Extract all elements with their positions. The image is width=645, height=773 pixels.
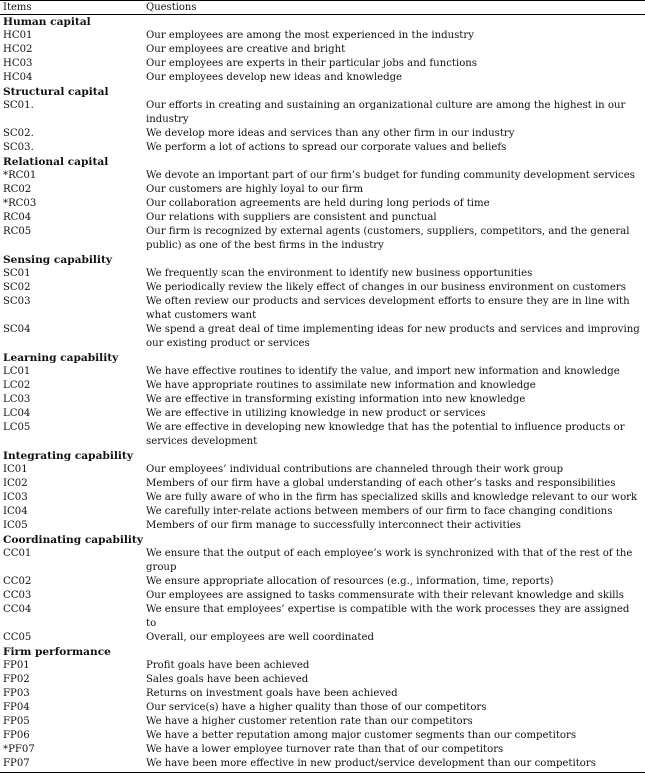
item-code: FP07 [0,757,143,773]
item-question: We have appropriate routines to assimilate new information and knowledge [146,380,536,391]
item-question: Our employees are creative and bright [146,44,346,55]
item-question: We periodically review the likely effect of changes in our business environment on customers [146,282,626,293]
item-code: CC04 [3,604,32,615]
table-row [0,757,645,773]
item-code: SC02. [3,128,34,139]
item-question: We ensure that the output of each employee’s work is synchronized with that of the rest of the group [146,548,633,573]
item-question: Our firm is recognized by external agents (customers, suppliers, competitors, and the general public) as one of the best firms in the industry [146,226,630,251]
item-code: SC03 [3,296,31,307]
table-row [0,463,645,477]
table-row [0,505,645,519]
table-row [0,365,645,379]
item-question: We devote an important part of our firm’s budget for funding community development services [146,170,635,181]
item-question: Our employees are assigned to tasks commensurate with their relevant knowledge and skills [146,590,624,601]
item-code: IC02 [3,478,28,489]
item-question: We develop more ideas and services than any other firm in our industry [146,128,515,139]
item-code: CC02 [3,576,32,587]
item-question: Members of our firm have a global understanding of each other’s tasks and responsibilities [146,478,616,489]
item-question: We are effective in utilizing knowledge in new product or services [146,408,486,419]
section-row [0,351,645,365]
item-question: Overall, our employees are well coordinated [146,632,374,643]
item-code: RC04 [3,212,32,223]
section-row [0,253,645,267]
item-code: IC03 [3,492,28,503]
table-row [0,267,645,281]
table-row [0,43,645,57]
items-column-header: Items [0,1,143,15]
item-code: *PF07 [3,744,35,755]
item-question: We have a lower employee turnover rate than that of our competitors [146,744,504,755]
item-question: We perform a lot of actions to spread our corporate values and beliefs [146,142,507,153]
table-row [0,127,645,141]
table-row [0,477,645,491]
table-row [0,547,645,575]
item-code: LC05 [3,422,31,433]
table-row [0,197,645,211]
item-code: FP01 [3,660,30,671]
section-title: Human capital [3,16,91,28]
table-row [0,57,645,71]
item-question: Our employees develop new ideas and knowledge [146,72,403,83]
item-question: Our customers are highly loyal to our firm [146,184,364,195]
item-code: SC01. [3,100,34,111]
item-question: We have been more effective in new product/service development than our competitors [143,757,645,773]
item-question: Our employees are among the most experienced in the industry [146,30,474,41]
item-code: HC02 [3,44,33,55]
section-title: Sensing capability [3,254,112,266]
item-code: SC02 [3,282,31,293]
item-question: We ensure that employees’ expertise is compatible with the work processes they are assigned to [146,604,630,629]
item-question: Our employees are experts in their particular jobs and functions [146,58,478,69]
item-question: We ensure appropriate allocation of resources (e.g., information, time, reports) [146,576,554,587]
item-code: RC05 [3,226,32,237]
item-question: We carefully inter-relate actions between members of our firm to face changing conditions [146,506,613,517]
item-code: FP06 [3,730,30,741]
section-row [0,449,645,463]
section-row [0,155,645,169]
item-question: We often review our products and services development efforts to ensure they are in line with what customers want [146,296,630,321]
table-body [0,15,645,773]
item-code: *RC01 [3,170,37,181]
item-code: CC03 [3,590,32,601]
table-row [0,589,645,603]
item-code: FP04 [3,702,30,713]
table-row [0,673,645,687]
table-row [0,715,645,729]
item-code: *RC03 [3,198,37,209]
table-row [0,169,645,183]
section-row [0,85,645,99]
table-row [0,183,645,197]
item-code: RC02 [3,184,32,195]
table-row [0,519,645,533]
item-question: Our relations with suppliers are consistent and punctual [146,212,437,223]
table-row [0,141,645,155]
table-row [0,729,645,743]
section-row [0,533,645,547]
table-row [0,29,645,43]
item-question: We spend a great deal of time implementing ideas for new products and services and improving our existing product or services [146,324,640,349]
item-code: HC01 [3,30,33,41]
section-row [0,645,645,659]
table-row [0,743,645,757]
table-row [0,701,645,715]
item-code: IC04 [3,506,28,517]
item-code: FP05 [3,716,30,727]
section-row [0,15,645,30]
table-row [0,71,645,85]
section-title: Learning capability [3,352,119,364]
item-question: Members of our firm manage to successfully interconnect their activities [146,520,521,531]
section-title: Relational capital [3,156,109,168]
item-code: IC01 [3,464,28,475]
item-question: We have effective routines to identify the value, and import new information and knowledge [146,366,620,377]
table-row [0,491,645,505]
item-question: We have a higher customer retention rate than our competitors [146,716,473,727]
table-row [0,323,645,351]
item-question: We are effective in transforming existing information into new knowledge [146,394,526,405]
table-row [0,393,645,407]
table-row [0,659,645,673]
table-row [0,575,645,589]
table-row [0,281,645,295]
item-code: CC01 [3,548,32,559]
table-row [0,421,645,449]
item-code: HC04 [3,72,33,83]
item-code: LC02 [3,380,31,391]
item-code: SC03. [3,142,34,153]
table-row [0,379,645,393]
item-code: CC05 [3,632,32,643]
section-title: Firm performance [3,646,111,658]
item-question: Returns on investment goals have been achieved [146,688,398,699]
item-code: SC04 [3,324,31,335]
item-code: LC03 [3,394,31,405]
table-header-row [0,1,645,15]
table-row [0,687,645,701]
item-question: Our service(s) have a higher quality than those of our competitors [146,702,487,713]
item-code: LC04 [3,408,31,419]
item-question: We are fully aware of who in the firm has specialized skills and knowledge relevant to our work [146,492,638,503]
item-question: Sales goals have been achieved [146,674,309,685]
item-question: Our collaboration agreements are held during long periods of time [146,198,490,209]
section-title: Structural capital [3,86,109,98]
item-code: LC01 [3,366,31,377]
item-code: FP03 [3,688,30,699]
item-question: We are effective in developing new knowledge that has the potential to influence products or services development [146,422,625,447]
section-title: Integrating capability [3,450,133,462]
item-code: FP02 [3,674,30,685]
table-row [0,225,645,253]
item-code: HC03 [3,58,33,69]
item-code: SC01 [3,268,31,279]
item-question: Our efforts in creating and sustaining an organizational culture are among the highest in our industry [146,100,626,125]
questions-column-header: Questions [143,1,645,15]
section-title: Coordinating capability [3,534,143,546]
item-question: Profit goals have been achieved [146,660,310,671]
table-row [0,603,645,631]
item-question: We have a better reputation among major customer segments than our competitors [146,730,577,741]
item-question: We frequently scan the environment to identify new business opportunities [146,268,533,279]
table-row [0,99,645,127]
table-row [0,631,645,645]
item-question: Our employees’ individual contributions are channeled through their work group [146,464,564,475]
item-code: IC05 [3,520,28,531]
table-row [0,295,645,323]
table-row [0,407,645,421]
table-row [0,211,645,225]
